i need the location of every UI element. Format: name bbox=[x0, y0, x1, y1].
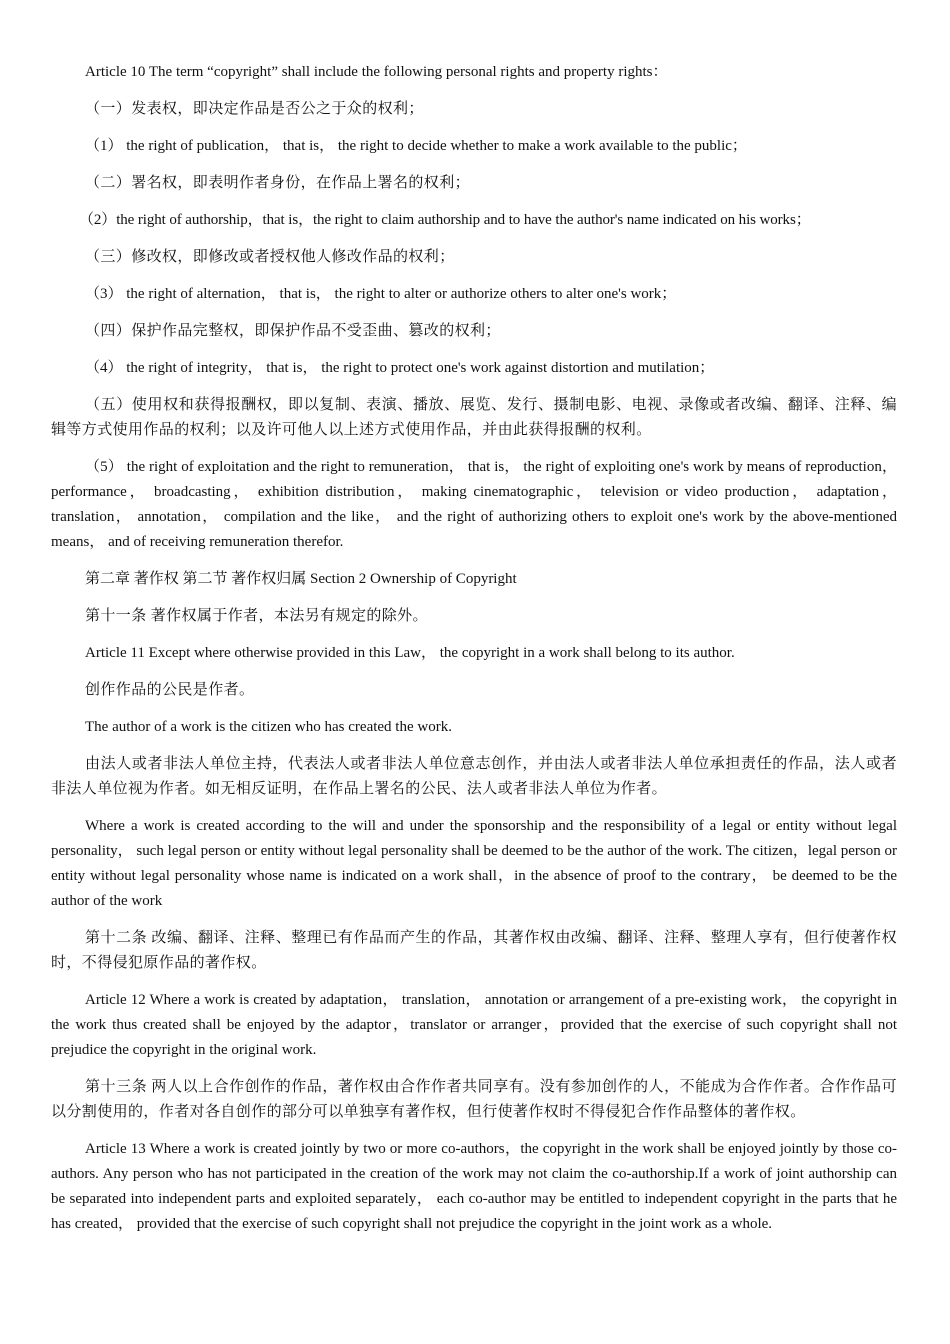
article-11-author-en: The author of a work is the citizen who has created the work. bbox=[85, 719, 452, 735]
article-10-intro: Article 10 The term “copyright” shall include the following personal rights and property rights： bbox=[85, 64, 668, 80]
article-12-en: Article 12 Where a work is created by adaptation， translation， annotation or arrangement of a pre-existing work， the copyright in the work thus created shall be enjoyed by the adaptor，translator or arranger，provided that the exercise of such copyright shall not prejudice the copyright in the original work. bbox=[51, 992, 897, 1058]
article-10-item-1-en: （1） the right of publication， that is， the right to decide whether to make a work available to the public； bbox=[85, 138, 747, 154]
document-page bbox=[51, 60, 897, 1237]
article-10-item-2-en: （2）the right of authorship，that is，the right to claim authorship and to have the author's name indicated on his works； bbox=[79, 212, 811, 228]
article-10-item-3-en: （3） the right of alternation， that is， the right to alter or authorize others to alter one's work； bbox=[85, 286, 677, 302]
article-10-item-4-zh: （四）保护作品完整权，即保护作品不受歪曲、篡改的权利； bbox=[85, 323, 501, 339]
article-11-legal-person-zh: 由法人或者非法人单位主持，代表法人或者非法人单位意志创作，并由法人或者非法人单位承担责任的作品，法人或者非法人单位视为作者。如无相反证明，在作品上署名的公民、法人或者非法人单位为作者。 bbox=[51, 756, 897, 797]
article-10-item-4-en: （4） the right of integrity， that is， the right to protect one's work against distortion and mutilation； bbox=[85, 360, 715, 376]
article-13-en: Article 13 Where a work is created jointly by two or more co-authors，the copyright in the work shall be enjoyed jointly by those co-authors. Any person who has not participated in the creation of the work may not claim the co-authorship.If a work of joint authorship can be separated into independent parts and exploited separately， each co-author may be entitled to independent copyright in the parts that he has created， provided that the exercise of such copyright shall not prejudice the copyright in the joint work as a whole. bbox=[51, 1141, 897, 1232]
article-10-item-5-zh: （五）使用权和获得报酬权，即以复制、表演、播放、展览、发行、摄制电影、电视、录像或者改编、翻译、注释、编辑等方式使用作品的权利；以及许可他人以上述方式使用作品，并由此获得报酬的权利。 bbox=[51, 397, 897, 438]
article-12-zh: 第十二条 改编、翻译、注释、整理已有作品而产生的作品，其著作权由改编、翻译、注释、整理人享有，但行使著作权时，不得侵犯原作品的著作权。 bbox=[51, 930, 897, 971]
article-11-zh: 第十一条 著作权属于作者，本法另有规定的除外。 bbox=[85, 608, 428, 624]
article-10-item-2-zh: （二）署名权，即表明作者身份，在作品上署名的权利； bbox=[85, 175, 471, 191]
article-11-author-zh: 创作作品的公民是作者。 bbox=[85, 682, 255, 698]
article-10-item-1-zh: （一）发表权，即决定作品是否公之于众的权利； bbox=[85, 101, 424, 117]
article-11-legal-person-en: Where a work is created according to the will and under the sponsorship and the responsibility of a legal or entity without legal personality， such legal person or entity without legal personality shall be deemed to be the author of the work. The citizen，legal person or entity without legal personality whose name is indicated on a work shall，in the absence of proof to the contrary， be deemed to be the author of the work bbox=[51, 818, 897, 909]
article-13-zh: 第十三条 两人以上合作创作的作品，著作权由合作作者共同享有。没有参加创作的人，不能成为合作作者。合作作品可以分割使用的，作者对各自创作的部分可以单独享有著作权，但行使著作权时不得侵犯合作作品整体的著作权。 bbox=[51, 1079, 897, 1120]
article-10-item-5-en: （5） the right of exploitation and the right to remuneration， that is， the right of exploiting one's work by means of reproduction， performance， broadcasting， exhibition distribution， making cinematographic， television or video production， adaptation， translation， annotation， compilation and the like， and the right of authorizing others to exploit one's work by the above-mentioned means， and of receiving remuneration therefor. bbox=[51, 459, 897, 550]
article-10-item-3-zh: （三）修改权，即修改或者授权他人修改作品的权利； bbox=[85, 249, 455, 265]
article-11-en: Article 11 Except where otherwise provided in this Law， the copyright in a work shall belong to its author. bbox=[85, 645, 735, 661]
section-2-heading: 第二章 著作权 第二节 著作权归属 Section 2 Ownership of Copyright bbox=[85, 571, 517, 587]
